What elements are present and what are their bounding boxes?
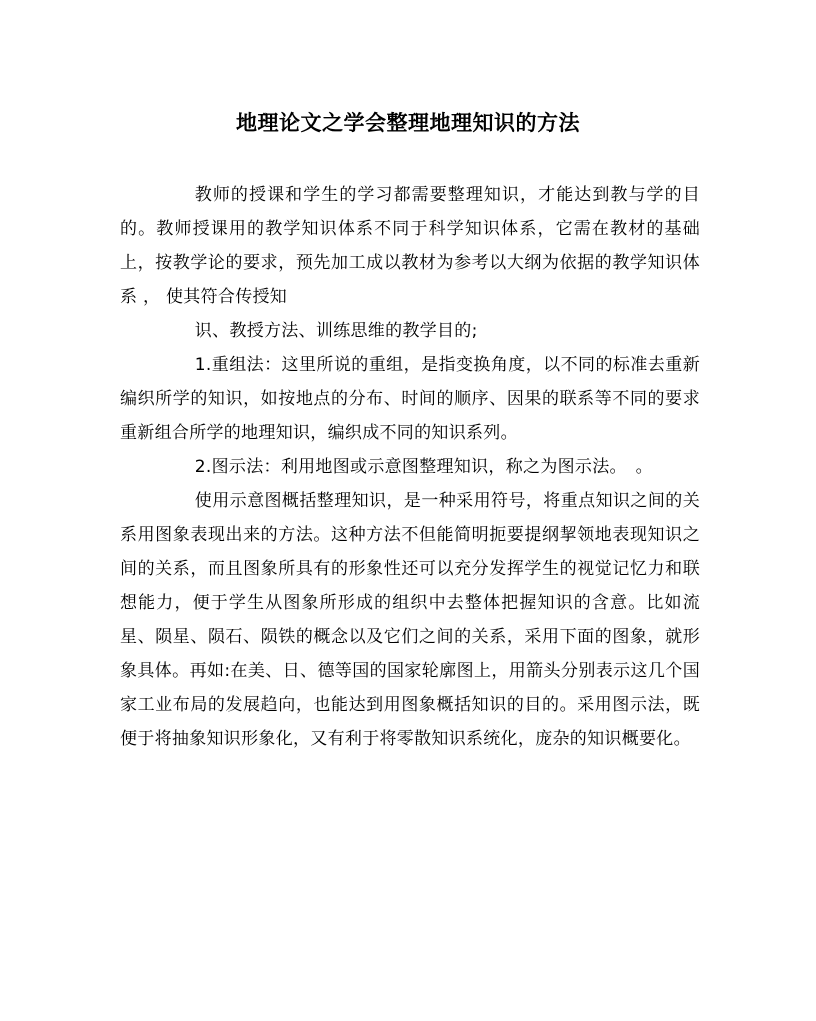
paragraph-intro: 教师的授课和学生的学习都需要整理知识，才能达到教与学的目的。教师授课用的教学知识体系不同于科学知识体系，它需在教材的基础上，按教学论的要求，预先加工成以教材为参考以大纲为依据的教学知识体系 ， 使其符合传授知 [120, 185, 700, 307]
paragraph-teaching-goals: 识、教授方法、训练思维的教学目的; [194, 321, 478, 341]
document-title: 地理论文之学会整理地理知识的方法 [236, 110, 580, 135]
paragraph-diagram-usage: 使用示意图概括整理知识，是一种采用符号，将重点知识之间的关系用图象表现出来的方法。这种方法不但能简明扼要提纲挈领地表现知识之间的关系，而且图象所具有的形象性还可以充分发挥学生的视觉记忆力和联想能力，便于学生从图象所形成的组织中去整体把握知识的含意。比如流星、陨星、陨石、陨铁的概念以及它们之间的关系，采用下面的图象，就形象具体。再如:在美、日、德等国的国家轮廓图上，用箭头分别表示这几个国家工业布局的发展趋向，也能达到用图象概括知识的目的。采用图示法，既便于将抽象知识形象化，又有利于将零散知识系统化，庞杂的知识概要化。 [120, 491, 700, 749]
paragraph-regrouping-method: 1.重组法：这里所说的重组，是指变换角度，以不同的标准去重新编织所学的知识，如按地点的分布、时间的顺序、因果的联系等不同的要求重新组合所学的地理知识，编织成不同的知识系列。 [120, 355, 700, 443]
paragraph-diagram-method: 2.图示法：利用地图或示意图整理知识，称之为图示法。 。 [194, 457, 653, 477]
document-body [120, 178, 700, 756]
